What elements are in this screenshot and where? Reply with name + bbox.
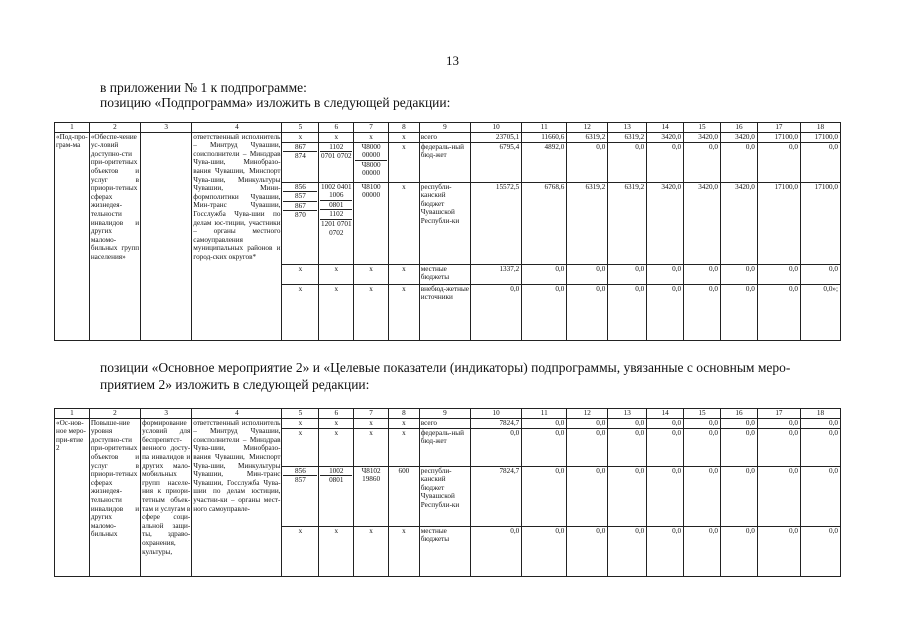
table-row (55, 132, 841, 142)
cell-amount: 3420,0 (684, 182, 721, 264)
cell-c6 (319, 428, 354, 466)
cell-amount: 0,0 (567, 526, 608, 576)
cell-source: внебюд-жетные источники (419, 284, 470, 340)
header-cell: 15 (684, 123, 721, 133)
code-value: х (369, 264, 373, 273)
cell-c8: х (389, 418, 420, 428)
code-value: Ч8102 19860 (361, 466, 381, 484)
cell-amount: 0,0 (757, 418, 800, 428)
header-cell: 3 (141, 123, 192, 133)
header-cell: 4 (192, 409, 282, 419)
cell-amount: 6319,2 (608, 182, 647, 264)
code-value: 1002 0401 1006 (321, 182, 352, 200)
header-cell: 8 (389, 123, 420, 133)
header-cell: 8 (389, 409, 420, 419)
cell-c5 (282, 142, 319, 182)
cell-source: местные бюджеты (419, 526, 470, 576)
header-cell: 9 (419, 409, 470, 419)
header-cell: 7 (354, 123, 389, 133)
header-cell: 11 (522, 123, 567, 133)
cell-amount: 0,0 (567, 264, 608, 284)
header-cell: 16 (721, 123, 758, 133)
cell-amount: 3420,0 (684, 132, 721, 142)
cell-amount: 0,0 (522, 284, 567, 340)
code-value: х (298, 428, 303, 437)
header-cell: 6 (319, 123, 354, 133)
cell-amount: 0,0 (470, 428, 521, 466)
cell-source: всего (419, 418, 470, 428)
header-cell: 3 (141, 409, 192, 419)
code-value: х (334, 526, 339, 535)
code-value: 0701 0702 (321, 152, 352, 161)
header-cell: 13 (608, 409, 647, 419)
header-cell: 15 (684, 409, 721, 419)
cell-amount: 0,0 (757, 526, 800, 576)
middle-line-1: позиции «Основное мероприятие 2» и «Целевые показатели (индикаторы) подпрограммы, увязанные с основным меро- (100, 360, 791, 375)
cell-amount: 4892,0 (522, 142, 567, 182)
header-cell: 14 (647, 123, 684, 133)
cell-amount: 0,0 (647, 142, 684, 182)
code-value: Ч8000 00000 (355, 143, 387, 161)
cell-amount: 0,0 (522, 418, 567, 428)
cell-amount: 0,0 (684, 284, 721, 340)
header-cell: 1 (55, 123, 90, 133)
cell-amount: 17100,0 (800, 182, 840, 264)
cell-c5 (282, 132, 319, 142)
cell-amount: 0,0 (757, 428, 800, 466)
cell-amount: 1337,2 (470, 264, 521, 284)
cell-amount: 7824,7 (470, 418, 521, 428)
cell-amount: 0,0 (800, 418, 840, 428)
header-cell: 16 (721, 409, 758, 419)
cell-c7 (354, 132, 389, 142)
header-cell: 2 (89, 123, 140, 133)
code-value: 857 (295, 476, 306, 485)
header-row (55, 123, 841, 133)
cell-amount: 7824,7 (470, 466, 521, 526)
cell-amount: 0,0 (721, 466, 758, 526)
cell-amount: 0,0 (647, 428, 684, 466)
cell-c7 (354, 418, 389, 428)
code-value: 0801 (320, 201, 352, 211)
cell-c6 (319, 142, 354, 182)
cell-source: республи-канский бюджет Чувашской Республи-ки (419, 466, 470, 526)
cell-amount: 6319,2 (567, 132, 608, 142)
cell-c8: х (389, 142, 420, 182)
cell-c7 (354, 428, 389, 466)
cell-amount: 0,0 (800, 142, 840, 182)
header-row (55, 409, 841, 419)
cell-amount: 11660,6 (522, 132, 567, 142)
code-value: 867 (283, 202, 317, 212)
code-value: 874 (295, 152, 306, 161)
cell-amount: 0,0 (800, 428, 840, 466)
header-cell: 18 (800, 123, 840, 133)
code-value: х (298, 264, 303, 273)
cell-c8: х (389, 182, 420, 264)
header-cell: 5 (282, 123, 319, 133)
cell-amount: 0,0 (470, 284, 521, 340)
cell-amount: 17100,0 (757, 182, 800, 264)
cell-c7 (354, 142, 389, 182)
middle-line-2: приятием 2» изложить в следующей редакции: (100, 377, 370, 392)
cell-amount: 6768,6 (522, 182, 567, 264)
code-value: х (334, 428, 339, 437)
header-cell: 14 (647, 409, 684, 419)
cell-amount: 0,0 (647, 418, 684, 428)
cell-amount: 0,0 (684, 418, 721, 428)
cell-amount: 23705,1 (470, 132, 521, 142)
cell-amount: 0,0 (721, 264, 758, 284)
cell-amount: 0,0 (684, 526, 721, 576)
header-cell: 6 (319, 409, 354, 419)
cell-c4: ответственный исполнитель – Минтруд Чувашии, соисполнители – Минздрав Чува-шии, Минобразо-вания Чувашии, Минспорт Чува-шии, Минкультуры Чувашии, Мин-транс Чувашии, Госслужба Чува-шии по делам юстиции, участни-ки – органы мест-ного самоуправле- (192, 418, 282, 576)
cell-amount: 0,0 (721, 284, 758, 340)
cell-amount: 0,0 (684, 466, 721, 526)
cell-amount: 3420,0 (721, 182, 758, 264)
code-value: х (334, 132, 339, 141)
page-number: 13 (446, 53, 459, 68)
cell-c7 (354, 182, 389, 264)
header-cell: 1 (55, 409, 90, 419)
code-value: х (369, 418, 373, 427)
header-cell: 13 (608, 123, 647, 133)
header-cell: 17 (757, 409, 800, 419)
header-cell: 4 (192, 123, 282, 133)
cell-amount: 0,0 (757, 284, 800, 340)
code-value: 856 (283, 183, 317, 193)
cell-amount: 0,0 (567, 466, 608, 526)
cell-c5 (282, 526, 319, 576)
code-value: 870 (295, 211, 306, 220)
table-row (55, 418, 841, 428)
subprogram-table (54, 122, 841, 341)
cell-amount: 0,0 (647, 526, 684, 576)
cell-amount: 0,0 (684, 428, 721, 466)
header-cell: 12 (567, 409, 608, 419)
header-cell: 5 (282, 409, 319, 419)
cell-c3 (141, 132, 192, 340)
cell-c6 (319, 264, 354, 284)
cell-amount: 0,0 (757, 466, 800, 526)
header-cell: 12 (567, 123, 608, 133)
cell-amount: 0,0 (608, 264, 647, 284)
code-value: Ч8100 00000 (361, 182, 381, 200)
cell-amount: 0,0 (522, 466, 567, 526)
code-value: х (298, 284, 303, 293)
code-value: х (334, 418, 339, 427)
code-value: х (334, 284, 339, 293)
code-value: х (298, 526, 303, 535)
cell-amount: 0,0 (647, 284, 684, 340)
cell-amount: 0,0 (757, 142, 800, 182)
intro-line-1: в приложении № 1 к подпрограмме: (100, 80, 307, 95)
cell-c1: «Ос-нов-ное меро-при-ятие 2 (55, 418, 90, 576)
cell-amount: 0,0 (800, 526, 840, 576)
code-value: х (298, 418, 303, 427)
cell-amount: 6319,2 (567, 182, 608, 264)
cell-amount: 0,0 (567, 428, 608, 466)
cell-c5 (282, 418, 319, 428)
cell-amount: 0,0 (800, 466, 840, 526)
cell-amount: 0,0 (608, 428, 647, 466)
code-value: х (334, 264, 339, 273)
cell-c6 (319, 466, 354, 526)
cell-source: всего (419, 132, 470, 142)
code-value: х (369, 284, 373, 293)
code-value: Ч8000 00000 (361, 160, 381, 178)
main-activity-table (54, 408, 841, 577)
code-value: 856 (283, 467, 317, 477)
cell-amount: 0,0 (721, 418, 758, 428)
cell-amount: 0,0 (608, 526, 647, 576)
code-value: 867 (283, 143, 317, 153)
cell-amount: 17100,0 (800, 132, 840, 142)
header-cell: 2 (89, 409, 140, 419)
cell-c1: «Под-про-грам-ма (55, 132, 90, 340)
cell-c2: «Обеспе-чение ус-ловий доступно-сти при-оритетных объектов и услуг в приори-тетных сферах жизнедея-тельности инвалидов и других маломо-бильных групп населения» (89, 132, 140, 340)
header-cell: 9 (419, 123, 470, 133)
cell-c7 (354, 264, 389, 284)
cell-amount: 0,0 (684, 142, 721, 182)
cell-amount: 0,0 (647, 466, 684, 526)
code-value: 1201 0701 0702 (321, 219, 352, 237)
cell-amount: 3420,0 (647, 182, 684, 264)
code-value: 1102 (320, 143, 352, 153)
cell-c5 (282, 284, 319, 340)
cell-c8: х (389, 284, 420, 340)
header-cell: 11 (522, 409, 567, 419)
header-cell: 17 (757, 123, 800, 133)
cell-c8: х (389, 526, 420, 576)
header-cell: 10 (470, 409, 521, 419)
cell-c7 (354, 526, 389, 576)
cell-amount: 15572,5 (470, 182, 521, 264)
cell-source: республи-канский бюджет Чувашской Республи-ки (419, 182, 470, 264)
cell-amount: 0,0 (608, 142, 647, 182)
cell-amount: 0,0 (684, 264, 721, 284)
cell-c5 (282, 466, 319, 526)
cell-c8: 600 (389, 466, 420, 526)
code-value: х (298, 132, 303, 141)
cell-c6 (319, 182, 354, 264)
cell-c5 (282, 428, 319, 466)
cell-amount: 0,0 (567, 284, 608, 340)
cell-amount: 0,0 (567, 418, 608, 428)
cell-c2: Повыше-ние уровня доступно-сти при-оритетных объектов и услуг в приори-тетных сферах жизнедея-тельности инвалидов и других маломо-бильных (89, 418, 140, 576)
cell-c8: х (389, 264, 420, 284)
cell-amount: 0,0 (522, 264, 567, 284)
cell-amount: 0,0 (470, 526, 521, 576)
cell-c6 (319, 284, 354, 340)
cell-amount: 0,0 (800, 264, 840, 284)
cell-c6 (319, 132, 354, 142)
cell-source: местные бюджеты (419, 264, 470, 284)
cell-c5 (282, 182, 319, 264)
cell-amount: 0,0 (522, 526, 567, 576)
cell-source: федераль-ный бюд-жет (419, 142, 470, 182)
header-cell: 10 (470, 123, 521, 133)
cell-amount: 3420,0 (721, 132, 758, 142)
code-value: х (369, 526, 373, 535)
cell-c8: х (389, 428, 420, 466)
intro-line-2: позицию «Подпрограмма» изложить в следующей редакции: (100, 95, 451, 110)
code-value: 0801 (329, 476, 344, 485)
code-value: х (369, 132, 373, 141)
cell-amount: 0,0 (608, 418, 647, 428)
code-value: 857 (283, 192, 317, 202)
cell-amount: 0,0 (647, 264, 684, 284)
cell-c4: ответственный исполнитель – Минтруд Чувашии, соисполнители – Минздрав Чува-шии, Минобразо-вания Чувашии, Минспорт Чува-шии, Минкультуры Чувашии, Мини-формполитики Чувашии, Мин-транс Чувашии, Госслужба Чува-шии по делам юс-тиции, участники – органы местного самоуправления муниципальных районов и город-ских округов* (192, 132, 282, 340)
cell-c7 (354, 284, 389, 340)
cell-amount: 0,0 (608, 284, 647, 340)
header-cell: 7 (354, 409, 389, 419)
cell-amount: 0,0 (721, 526, 758, 576)
code-value: 1102 (320, 210, 352, 220)
cell-c6 (319, 526, 354, 576)
cell-c6 (319, 418, 354, 428)
cell-amount: 3420,0 (647, 132, 684, 142)
cell-amount: 17100,0 (757, 132, 800, 142)
cell-amount: 0,0»; (800, 284, 840, 340)
cell-c3: формирование условий для беспрепятст-венного досту-па инвалидов и других мало-мобильных групп населе-ния к приори-тетным объек-там и услугам в сфере соци-альной защи-ты, здраво-охранения, культуры, (141, 418, 192, 576)
code-value: 1002 (320, 467, 352, 477)
header-cell: 18 (800, 409, 840, 419)
cell-amount: 0,0 (721, 142, 758, 182)
cell-amount: 0,0 (608, 466, 647, 526)
code-value: х (369, 428, 373, 437)
cell-c8: х (389, 132, 420, 142)
cell-source: федераль-ный бюд-жет (419, 428, 470, 466)
cell-amount: 0,0 (567, 142, 608, 182)
cell-amount: 6319,2 (608, 132, 647, 142)
cell-c5 (282, 264, 319, 284)
cell-amount: 0,0 (757, 264, 800, 284)
cell-amount: 0,0 (721, 428, 758, 466)
cell-amount: 0,0 (522, 428, 567, 466)
cell-amount: 6795,4 (470, 142, 521, 182)
cell-c7 (354, 466, 389, 526)
